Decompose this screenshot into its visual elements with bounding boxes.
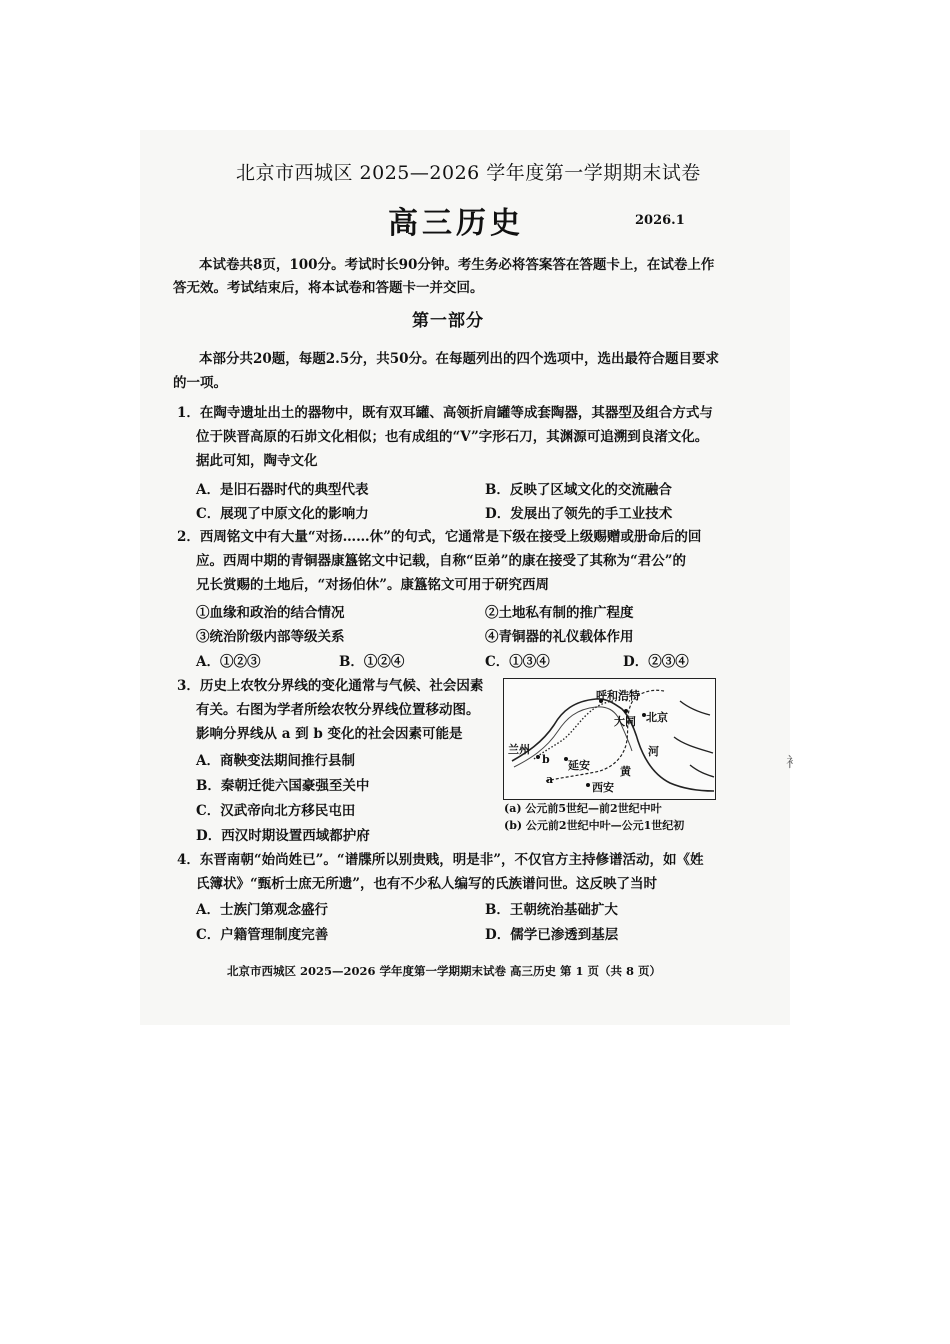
map-label-he: 河 [648,745,659,758]
q2-item-1: ①血缘和政治的结合情况 [196,605,345,621]
q3-option-c[interactable]: C．汉武帝向北方移民屯田 [196,803,356,819]
q2-stem-line-1: 2．西周铭文中有大量“对扬……休”的句式，它通常是下级在接受上级赐赠或册命后的回 [177,529,702,545]
section-intro-line-1: 本部分共20题，每题2.5分，共50分。在每题列出的四个选项中，选出最符合题目要求 [199,351,720,367]
q2-item-3: ③统治阶级内部等级关系 [196,629,345,645]
q1-option-d[interactable]: D．发展出了领先的手工业技术 [485,506,673,522]
city-lanzhou-marker [536,755,540,759]
q2-item-2: ②土地私有制的推广程度 [485,605,634,621]
q2-option-c[interactable]: C．①③④ [485,654,550,670]
q1-option-c[interactable]: C．展现了中原文化的影响力 [196,506,369,522]
q4-stem-line-1: 4．东晋南朝“始尚姓已”。“谱牒所以别贵贱，明是非”，不仅官方主持修谱活动，如《姓 [177,852,704,868]
q1-stem-line-3: 据此可知，陶寺文化 [196,453,318,469]
q4-option-a[interactable]: A．士族门第观念盛行 [196,902,328,918]
subject-title: 高三历史 [388,206,524,241]
exam-title: 北京市西城区 2025—2026 学年度第一学期期末试卷 [236,162,701,184]
page-footer: 北京市西城区 2025—2026 学年度第一学期期末试卷 高三历史 第 1 页（共 8 页） [227,964,662,978]
q3-stem-line-2: 有关。右图为学者所绘农牧分界线位置移动图。 [196,702,480,718]
city-xian-marker [586,783,590,787]
q2-stem-line-2: 应。西周中期的青铜器康簋铭文中记载，自称“臣弟”的康在接受了其称为“君公”的 [196,553,687,569]
map-label-datong: 大同 [614,715,636,728]
q4-stem-line-2: 氏簿状》“甄析士庶无所遗”，也有不少私人编写的氏族谱问世。这反映了当时 [196,876,658,892]
q3-option-b[interactable]: B．秦朝迁徙六国豪强至关中 [196,778,370,794]
boundary-line-a [546,690,664,781]
q3-option-d[interactable]: D．西汉时期设置西域都护府 [196,828,370,844]
q4-option-c[interactable]: C．户籍管理制度完善 [196,927,329,943]
map-label-hohhot: 呼和浩特 [596,689,640,702]
stray-edge-mark: 衤 [786,755,800,771]
q4-option-b[interactable]: B．王朝统治基础扩大 [485,902,618,918]
q1-stem-line-1: 1．在陶寺遗址出土的器物中，既有双耳罐、高领折肩罐等成套陶器，其器型及组合方式与 [177,405,713,421]
q2-option-a[interactable]: A．①②③ [196,654,261,670]
q3-stem-line-1: 3．历史上农牧分界线的变化通常与气候、社会因素 [177,678,484,694]
q1-option-a[interactable]: A．是旧石器时代的典型代表 [196,482,369,498]
map-legend-a: (a) 公元前5世纪—前2世纪中叶 [504,802,662,815]
q2-option-b[interactable]: B．①②④ [339,654,405,670]
map-label-b: b [542,753,550,766]
exam-date: 2026.1 [635,213,685,228]
q2-stem-line-3: 兄长赏赐的土地后，“对扬伯休”。康簋铭文可用于研究西周 [196,577,550,593]
q3-option-a[interactable]: A．商鞅变法期间推行县制 [196,753,355,769]
boundary-line-b [534,700,630,759]
map-label-xian: 西安 [592,781,614,794]
q1-stem-line-2: 位于陕晋高原的石峁文化相似；也有成组的“V”字形石刀，其渊源可追溯到良渚文化。 [196,429,709,445]
map-legend-b: (b) 公元前2世纪中叶—公元1世纪初 [504,819,685,832]
boundary-map [503,678,716,800]
yellow-river-path [512,699,714,791]
map-label-beijing: 北京 [646,711,668,724]
instructions-line-2: 答无效。考试结束后，将本试卷和答题卡一并交回。 [173,280,484,296]
section-intro-line-2: 的一项。 [173,375,227,391]
instructions-line-1: 本试卷共8页，100分。考试时长90分钟。考生务必将答案答在答题卡上，在试卷上作 [199,257,715,273]
map-label-yanan: 延安 [568,759,590,772]
map-label-lanzhou: 兰州 [508,743,530,756]
q2-item-4: ④青铜器的礼仪载体作用 [485,629,634,645]
section-title: 第一部分 [412,311,484,331]
map-label-huang: 黄 [620,765,631,778]
q1-option-b[interactable]: B．反映了区域文化的交流融合 [485,482,672,498]
q3-stem-line-3: 影响分界线从 a 到 b 变化的社会因素可能是 [196,726,463,742]
map-label-a: a [546,773,554,786]
coastline-path [674,701,714,777]
q4-option-d[interactable]: D．儒学已渗透到基层 [485,927,619,943]
q2-option-d[interactable]: D．②③④ [623,654,689,670]
